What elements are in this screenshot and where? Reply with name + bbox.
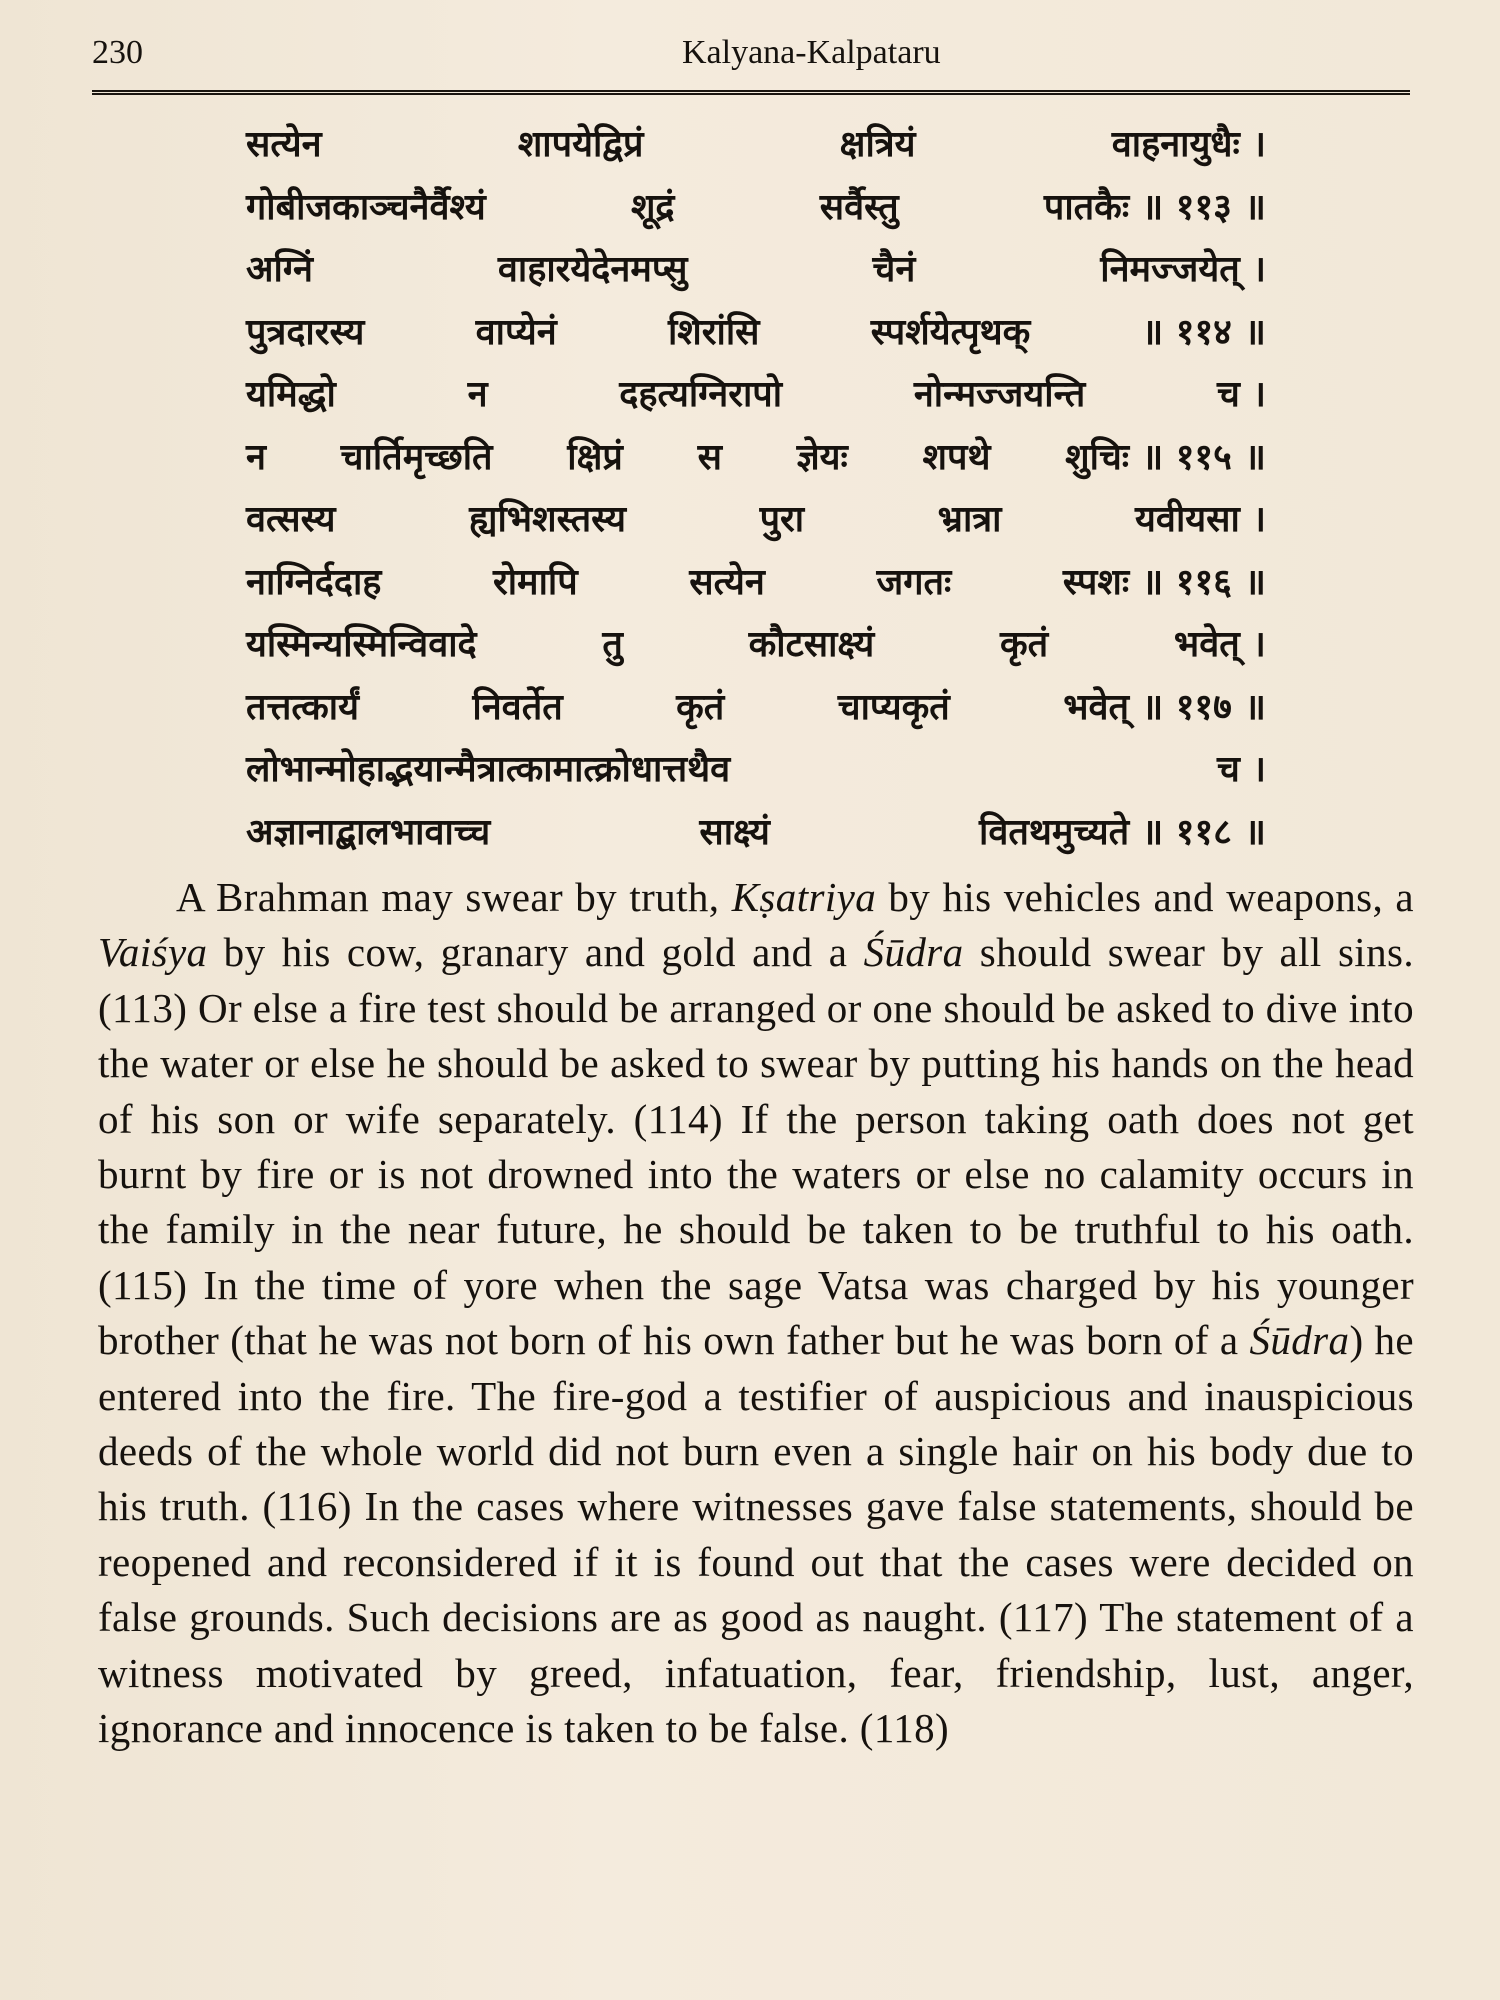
verse-line [246, 181, 1266, 244]
verse-word: शूद्रं [630, 186, 675, 228]
verse-word: तत्तत्कार्यं [246, 686, 359, 728]
verse-word: पुरा [759, 499, 805, 540]
verse-line [246, 618, 1266, 681]
verse-word: अग्निं [246, 249, 313, 290]
verse-word: स [697, 436, 722, 478]
verse-word: कृतं [1000, 624, 1049, 665]
verse-line [246, 556, 1266, 619]
verse-line [246, 118, 1266, 181]
verse-line [246, 743, 1266, 806]
verse-word: वाहारयेदेनमप्सु [497, 249, 688, 290]
verse-word: नाग्निर्ददाह [246, 561, 382, 603]
verse-word: पातकैः ॥ ११३ ॥ [1043, 186, 1266, 228]
verse-word: साक्ष्यं [699, 811, 770, 853]
verse-word: चार्तिमृच्छति [340, 436, 493, 478]
verse-word: वत्सस्य [246, 499, 336, 540]
running-title: Kalyana-Kalpataru [682, 34, 941, 71]
verse-line [246, 306, 1266, 369]
italic-term: Kṣatriya [731, 874, 877, 920]
verse-word: जगतः [876, 561, 952, 603]
verse-word: सत्येन [689, 561, 765, 603]
verse-line [246, 806, 1266, 869]
verse-word: निवर्तेत [472, 686, 563, 728]
verse-word: भ्रात्रा [937, 499, 1002, 540]
verse-word: स्पर्शयेत्पृथक् [870, 311, 1031, 353]
verse-word: निमज्जयेत् । [1100, 249, 1266, 290]
verse-word: कौटसाक्ष्यं [748, 624, 875, 665]
verse-word: वाप्येनं [475, 311, 557, 353]
verse-word: यवीयसा । [1135, 499, 1266, 540]
english-translation [98, 870, 1414, 1757]
italic-term: Vaiśya [98, 929, 208, 976]
verse-word: क्षिप्रं [567, 436, 623, 478]
verse-word: गोबीजकाञ्चनैर्वैश्यं [246, 186, 486, 228]
verse-word: शापयेद्विप्रं [517, 124, 644, 165]
translation-text: ) he entered into the fire. The fire-god a testifier of auspicious and inauspicious deeds of the whole world did not burn even a single hair on his body due to his truth. (116) In the cases where witnesses gave false statements, should be reopened and reconsidered if it is found out that the cases were decided on false grounds. Such decisions are as good as naught. (117) The statement of a witness motivated by greed, infatuation, fear, friendship, lust, anger, ignorance and innocence is taken to be false. (118) [98, 1317, 1414, 1752]
verse-word: च । [1216, 374, 1266, 415]
verse-line [246, 243, 1266, 306]
verse-word: ॥ ११४ ॥ [1141, 311, 1266, 353]
verse-line [246, 368, 1266, 431]
verse-word: वितथमुच्यते ॥ ११८ ॥ [979, 811, 1266, 853]
verse-word: नोन्मज्जयन्ति [913, 374, 1086, 415]
translation-text: by his vehicles and weapons, a [876, 874, 1414, 920]
verse-line [246, 431, 1266, 494]
verse-word: च । [1216, 749, 1266, 790]
verse-word: शिरांसि [667, 311, 760, 353]
sanskrit-verses [246, 118, 1266, 868]
verse-word: शुचिः ॥ ११५ ॥ [1065, 436, 1266, 478]
verse-word: अज्ञानाद्बालभावाच्च [246, 811, 491, 853]
verse-word: ज्ञेयः [796, 436, 848, 478]
verse-word: शपथे [922, 436, 991, 478]
verse-word: वाहनायुधैः । [1111, 124, 1266, 165]
verse-word: यमिद्धो [246, 374, 336, 415]
verse-word: लोभान्मोहाद्भयान्मैत्रात्कामात्क्रोधात्तथैव [246, 749, 731, 790]
italic-term: Śūdra [1249, 1317, 1350, 1364]
verse-word: चाप्यकृतं [837, 686, 950, 728]
verse-word: ह्यभिशस्तस्य [469, 499, 626, 540]
verse-word: न [467, 374, 488, 415]
verse-line [246, 681, 1266, 744]
verse-word: सर्वैस्तु [819, 186, 899, 228]
page-number: 230 [92, 34, 143, 71]
italic-term: Śūdra [863, 929, 964, 976]
page-header [92, 30, 1410, 95]
verse-word: कृतं [676, 686, 725, 728]
verse-word: सत्येन [246, 124, 322, 165]
verse-word: क्षत्रियं [839, 124, 916, 165]
verse-word: भवेत् ॥ ११७ ॥ [1063, 686, 1266, 728]
verse-word: तु [602, 624, 623, 665]
verse-word: दहत्यग्निरापो [619, 374, 783, 415]
translation-text: A Brahman may swear by truth, [176, 874, 732, 920]
verse-word: पुत्रदारस्य [246, 311, 365, 353]
translation-text: by his cow, granary and gold and a [207, 929, 864, 976]
verse-word: भवेत् । [1173, 624, 1266, 665]
verse-word: चैनं [872, 249, 916, 290]
verse-word: यस्मिन्यस्मिन्विवादे [246, 624, 477, 665]
translation-text: should swear by all sins. (113) Or else a fire test should be arranged or one should be asked to dive into the water or else he should be asked to swear by putting his hands on the head of his son or wife separately. (114) If the person taking oath does not get burnt by fire or is not drowned into the waters or else no calamity occurs in the family in the near future, he should be taken to be truthful to his oath. (115) In the time of yore when the sage Vatsa was charged by his younger brother (that he was not born of his own father but he was born of a [98, 929, 1414, 1364]
verse-word: रोमापि [493, 561, 578, 603]
verse-word: न [246, 436, 266, 478]
verse-line [246, 493, 1266, 556]
verse-word: स्पशः ॥ ११६ ॥ [1062, 561, 1266, 603]
